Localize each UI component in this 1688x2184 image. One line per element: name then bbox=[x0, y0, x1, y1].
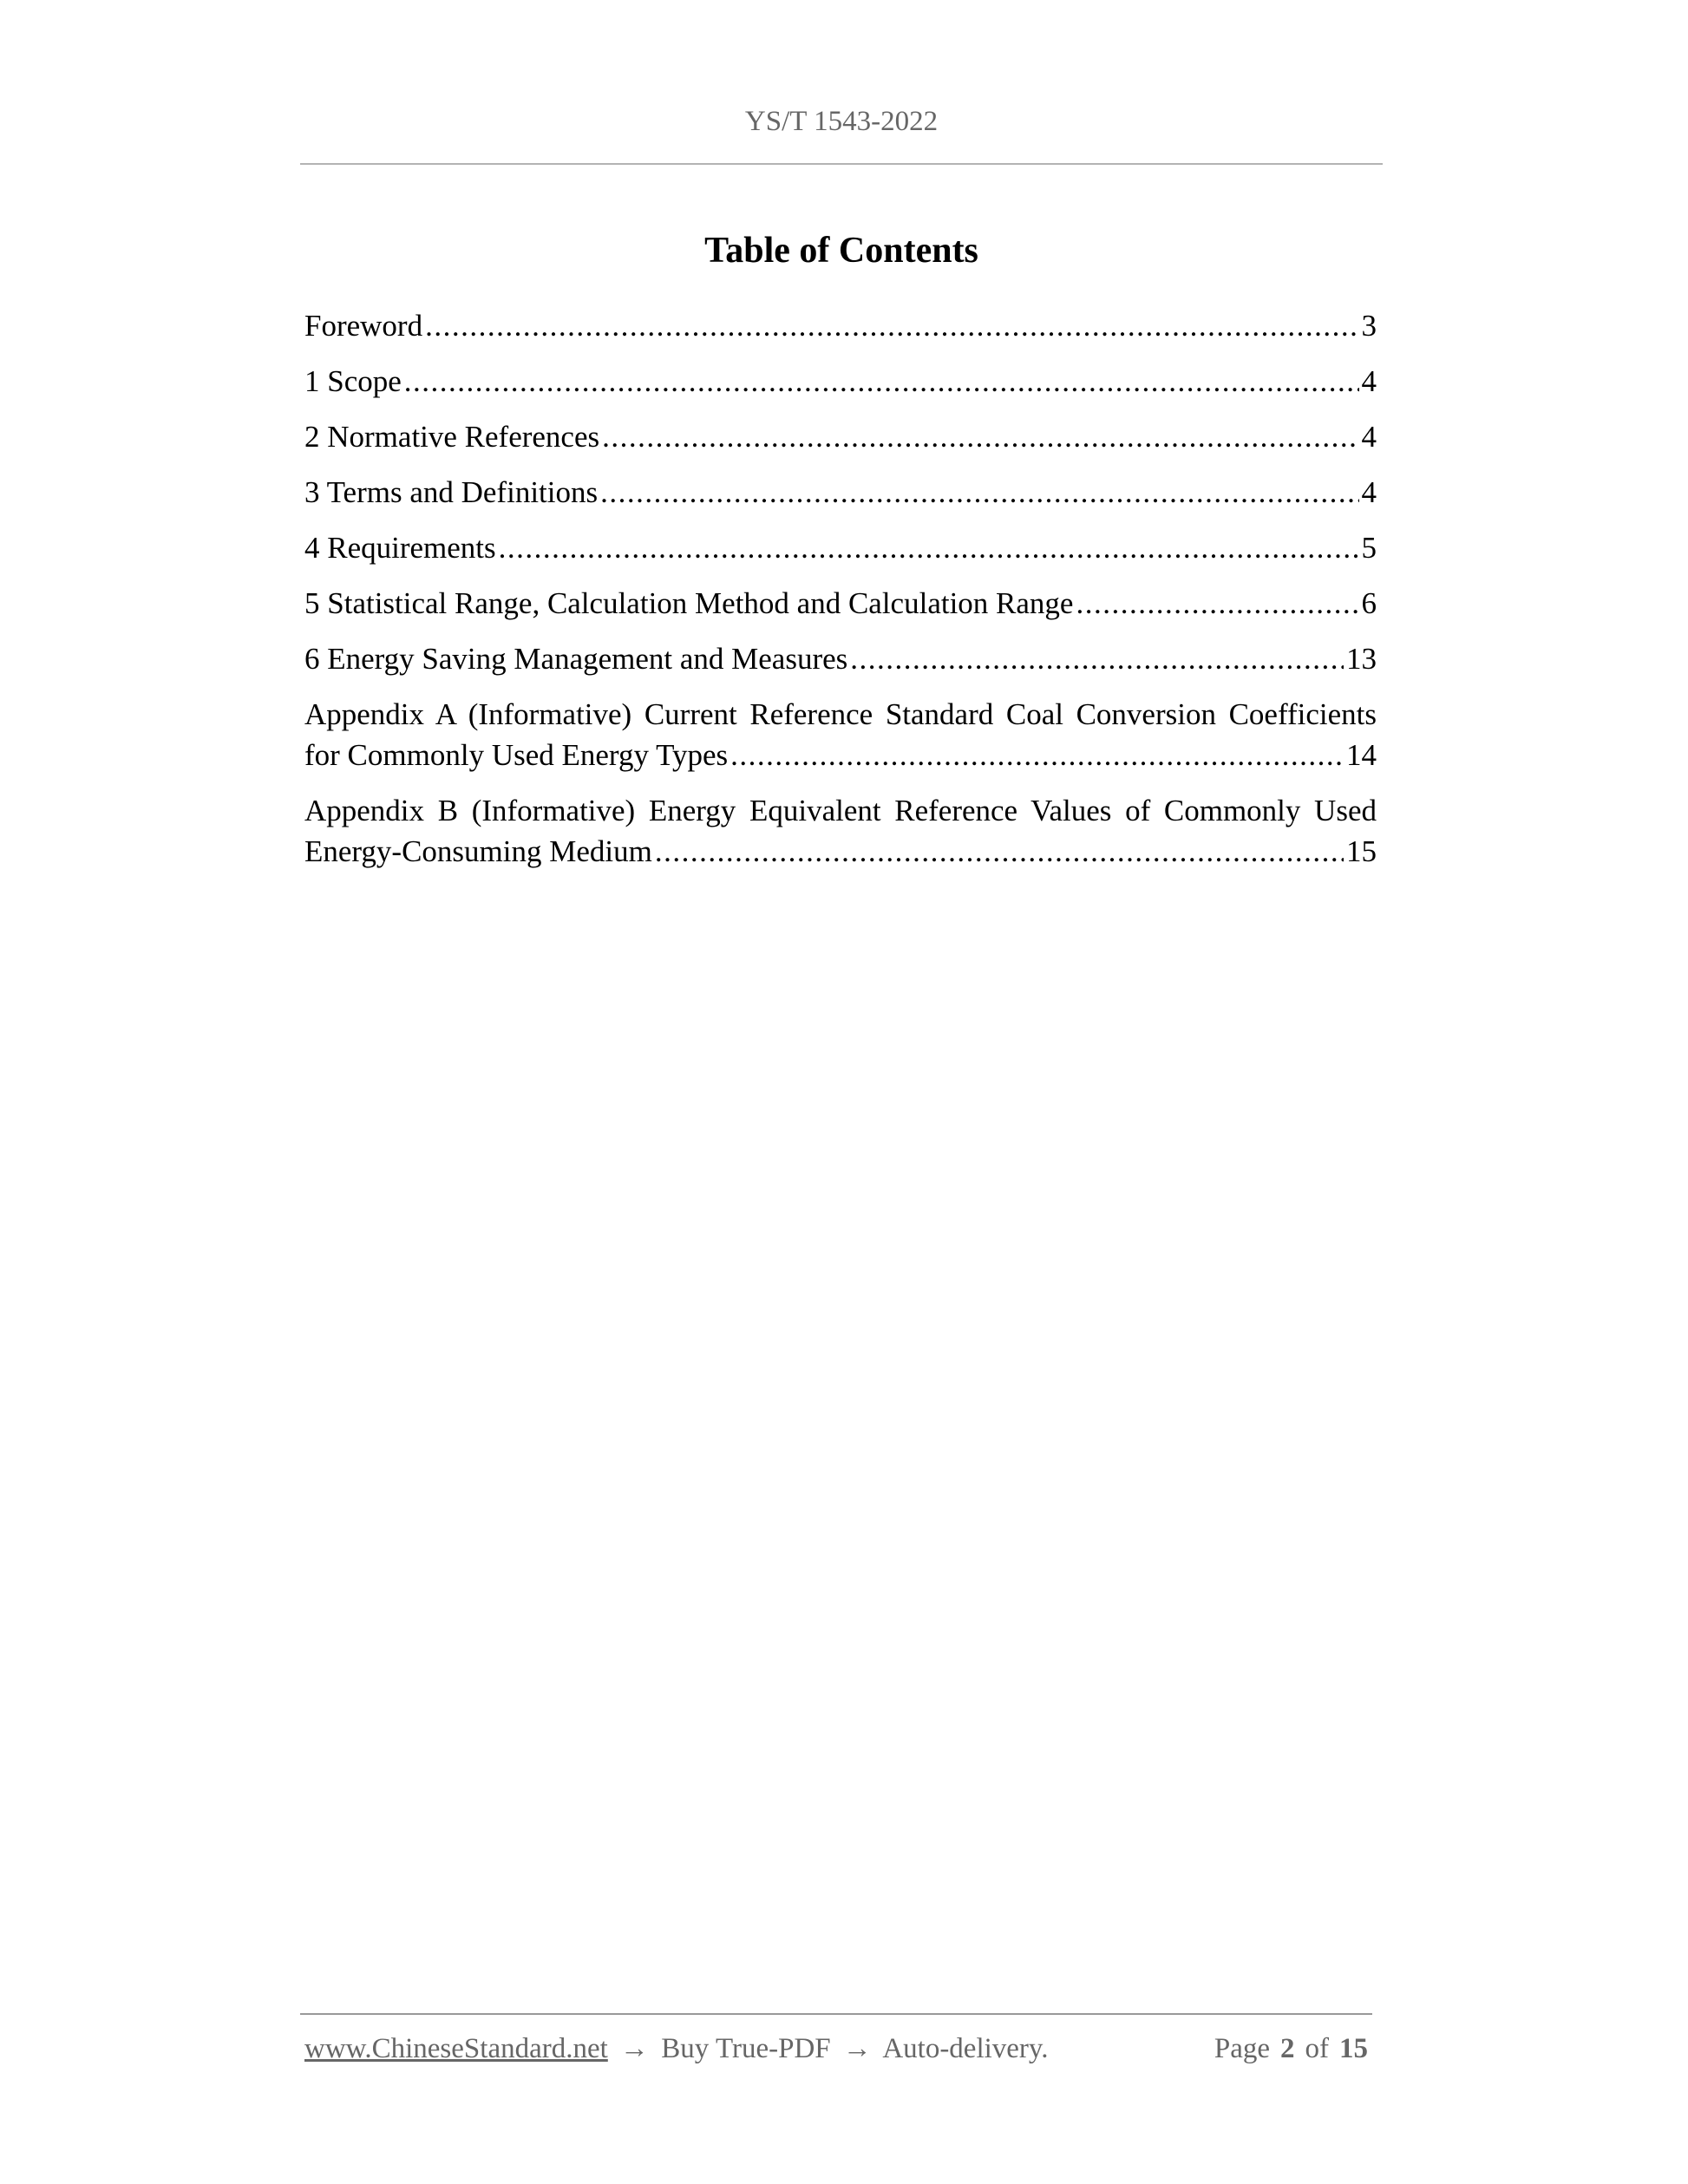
dot-leader bbox=[655, 831, 1344, 872]
toc-entry-label: 4 Requirements bbox=[304, 531, 496, 565]
dot-leader bbox=[425, 305, 1358, 346]
toc-entry-label: 5 Statistical Range, Calculation Method and Calculation Range bbox=[304, 586, 1074, 620]
toc-entry-page: 13 bbox=[1346, 642, 1377, 676]
dot-leader bbox=[499, 527, 1359, 568]
toc-entry-terms-and-definitions[interactable] bbox=[304, 472, 1377, 513]
toc-entry-label: 2 Normative References bbox=[304, 420, 600, 454]
toc-entry-label-line2: Energy-Consuming Medium bbox=[304, 834, 652, 868]
toc-entry-page: 3 bbox=[1361, 309, 1377, 343]
page-title: Table of Contents bbox=[704, 231, 978, 271]
toc-entry-page: 14 bbox=[1346, 738, 1377, 772]
toc-entry-label: 1 Scope bbox=[304, 364, 402, 398]
toc-entry-page: 15 bbox=[1346, 834, 1377, 868]
toc-entry-appendix-b[interactable] bbox=[304, 790, 1377, 872]
toc-entry-label: Foreword bbox=[304, 309, 423, 343]
total-pages: 15 bbox=[1339, 2033, 1368, 2064]
page-of-label: of bbox=[1305, 2033, 1329, 2064]
dot-leader bbox=[850, 638, 1344, 679]
toc-entry-scope[interactable] bbox=[304, 361, 1377, 402]
dot-leader bbox=[602, 416, 1358, 457]
auto-delivery-text: Auto-delivery. bbox=[882, 2033, 1049, 2064]
toc-entry-requirements[interactable] bbox=[304, 527, 1377, 568]
toc-entry-energy-saving-management[interactable] bbox=[304, 638, 1377, 679]
toc-entry-label: 6 Energy Saving Management and Measures bbox=[304, 642, 848, 676]
toc-entry-page: 6 bbox=[1361, 586, 1377, 620]
footer-divider bbox=[300, 2013, 1372, 2015]
dot-leader bbox=[1076, 583, 1358, 624]
toc-entry-appendix-a[interactable] bbox=[304, 694, 1377, 775]
toc-entry-normative-references[interactable] bbox=[304, 416, 1377, 457]
toc-entry-label: 3 Terms and Definitions bbox=[304, 475, 599, 509]
table-of-contents bbox=[304, 305, 1377, 886]
dot-leader bbox=[730, 735, 1344, 775]
page-number bbox=[1214, 2033, 1368, 2065]
footer-promo bbox=[304, 2033, 1049, 2065]
page-label: Page bbox=[1214, 2033, 1270, 2064]
header-divider bbox=[300, 163, 1383, 165]
toc-entry-label-line2: for Commonly Used Energy Types bbox=[304, 738, 729, 772]
buy-true-pdf-text: Buy True-PDF bbox=[661, 2033, 831, 2064]
current-page: 2 bbox=[1280, 2033, 1295, 2064]
toc-entry-label-line1: Appendix A (Informative) Current Reference Standard Coal Conversion Coefficients bbox=[304, 697, 1377, 731]
running-header: YS/T 1543-2022 bbox=[744, 106, 939, 137]
toc-entry-page: 4 bbox=[1361, 475, 1377, 509]
right-arrow-icon: → bbox=[842, 2033, 872, 2064]
toc-entry-foreword[interactable] bbox=[304, 305, 1377, 346]
toc-entry-page: 4 bbox=[1361, 364, 1377, 398]
toc-entry-page: 4 bbox=[1361, 420, 1377, 454]
toc-entry-statistical-range[interactable] bbox=[304, 583, 1377, 624]
right-arrow-icon: → bbox=[620, 2033, 650, 2064]
dot-leader bbox=[404, 361, 1359, 402]
toc-entry-page: 5 bbox=[1361, 531, 1377, 565]
dot-leader bbox=[600, 472, 1358, 513]
site-link[interactable]: www.ChineseStandard.net bbox=[304, 2033, 608, 2064]
toc-entry-label-line1: Appendix B (Informative) Energy Equivalent Reference Values of Commonly Used bbox=[304, 794, 1377, 827]
